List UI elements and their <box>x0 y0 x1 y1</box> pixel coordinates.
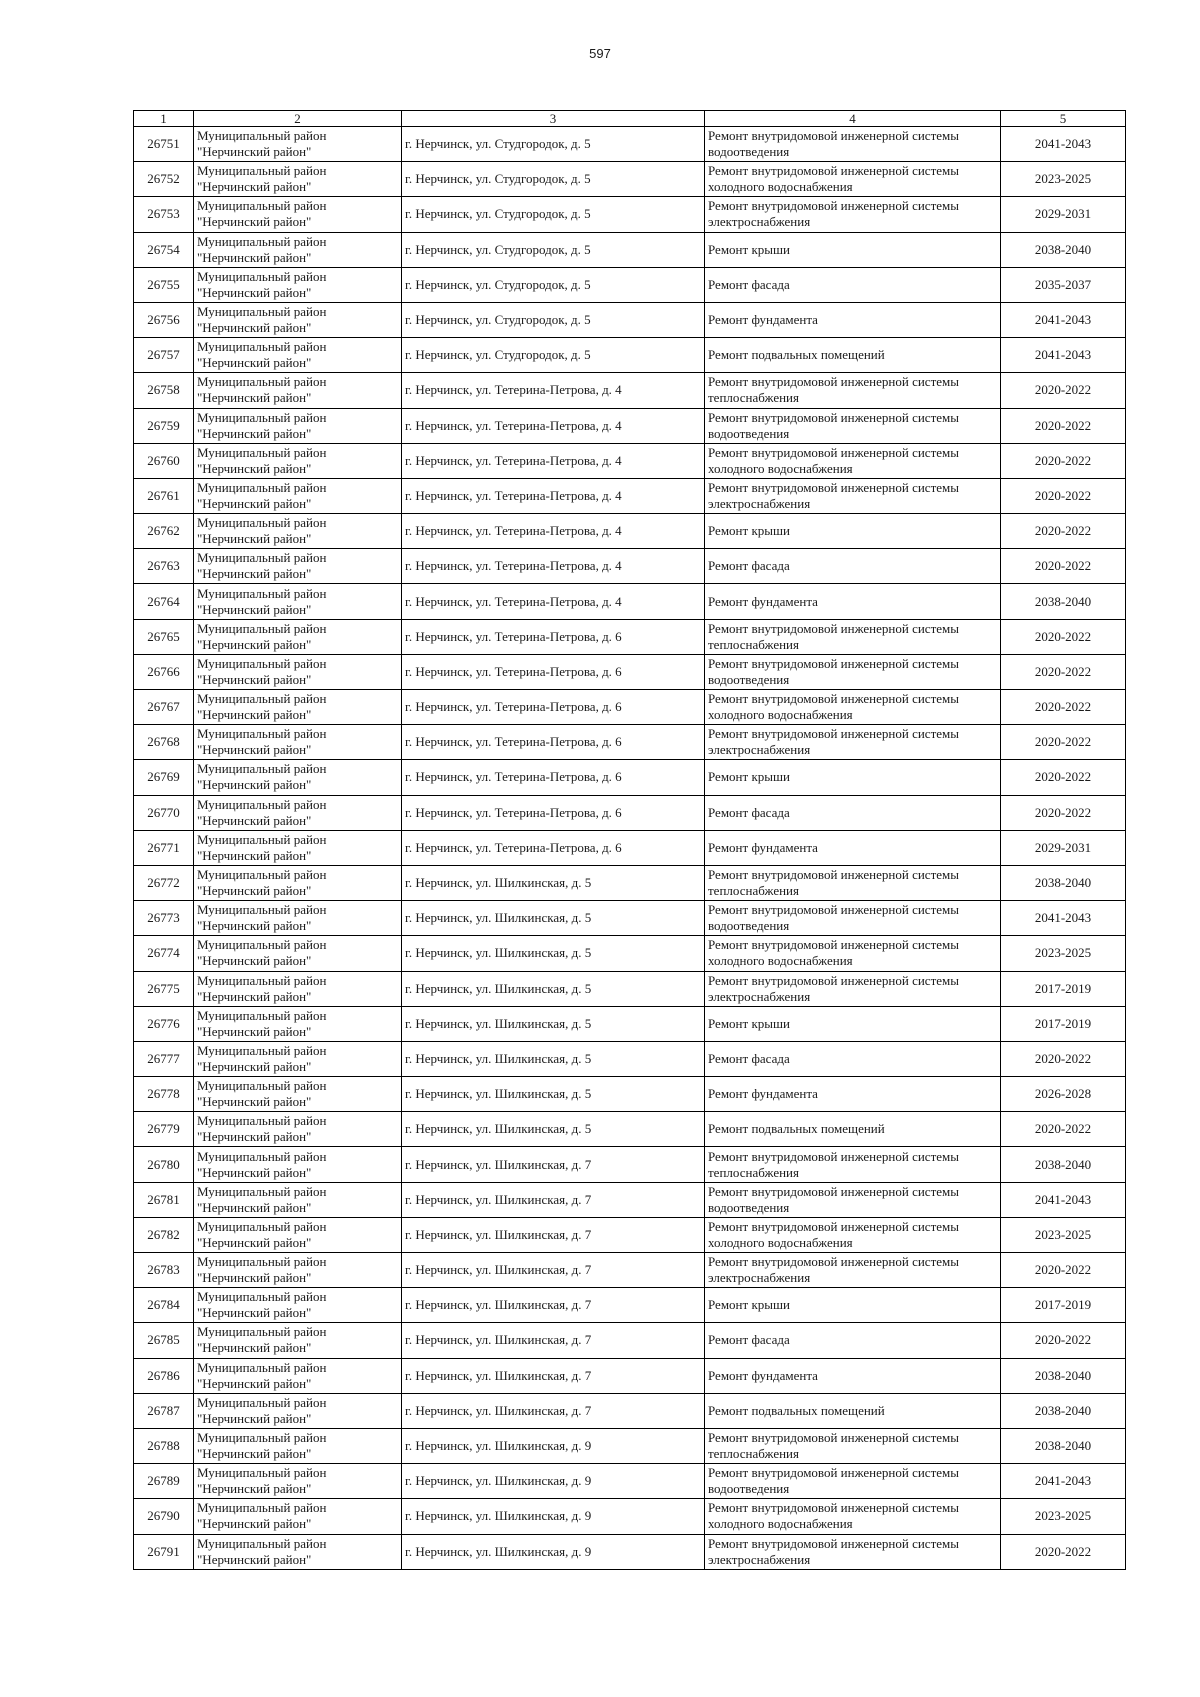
district-cell: Муниципальный район "Нерчинский район" <box>194 373 402 408</box>
table-body <box>134 127 1126 1570</box>
address-cell: г. Нерчинск, ул. Тетерина-Петрова, д. 4 <box>402 443 705 478</box>
table-row <box>134 619 1126 654</box>
table-row <box>134 232 1126 267</box>
table-row <box>134 1253 1126 1288</box>
row-number-cell: 26781 <box>134 1182 194 1217</box>
district-cell: Муниципальный район "Нерчинский район" <box>194 1499 402 1534</box>
table-row <box>134 1464 1126 1499</box>
period-cell: 2020-2022 <box>1001 373 1126 408</box>
row-number-cell: 26787 <box>134 1393 194 1428</box>
district-cell: Муниципальный район "Нерчинский район" <box>194 1428 402 1463</box>
work-type-cell: Ремонт внутридомовой инженерной системы холодного водоснабжения <box>705 162 1001 197</box>
district-cell: Муниципальный район "Нерчинский район" <box>194 1182 402 1217</box>
district-cell: Муниципальный район "Нерчинский район" <box>194 830 402 865</box>
row-number-cell: 26761 <box>134 478 194 513</box>
address-cell: г. Нерчинск, ул. Шилкинская, д. 5 <box>402 901 705 936</box>
row-number-cell: 26751 <box>134 127 194 162</box>
address-cell: г. Нерчинск, ул. Студгородок, д. 5 <box>402 232 705 267</box>
district-cell: Муниципальный район "Нерчинский район" <box>194 584 402 619</box>
address-cell: г. Нерчинск, ул. Шилкинская, д. 7 <box>402 1253 705 1288</box>
work-type-cell: Ремонт внутридомовой инженерной системы холодного водоснабжения <box>705 1217 1001 1252</box>
table-row <box>134 584 1126 619</box>
period-cell: 2041-2043 <box>1001 1464 1126 1499</box>
district-cell: Муниципальный район "Нерчинский район" <box>194 1112 402 1147</box>
district-cell: Муниципальный район "Нерчинский район" <box>194 1041 402 1076</box>
period-cell: 2020-2022 <box>1001 690 1126 725</box>
work-type-cell: Ремонт внутридомовой инженерной системы водоотведения <box>705 901 1001 936</box>
work-type-cell: Ремонт внутридомовой инженерной системы теплоснабжения <box>705 1147 1001 1182</box>
work-type-cell: Ремонт подвальных помещений <box>705 338 1001 373</box>
district-cell: Муниципальный район "Нерчинский район" <box>194 971 402 1006</box>
district-cell: Муниципальный район "Нерчинский район" <box>194 302 402 337</box>
period-cell: 2026-2028 <box>1001 1077 1126 1112</box>
district-cell: Муниципальный район "Нерчинский район" <box>194 232 402 267</box>
district-cell: Муниципальный район "Нерчинский район" <box>194 936 402 971</box>
period-cell: 2020-2022 <box>1001 725 1126 760</box>
address-cell: г. Нерчинск, ул. Шилкинская, д. 9 <box>402 1534 705 1569</box>
table-row <box>134 1006 1126 1041</box>
period-cell: 2023-2025 <box>1001 1499 1126 1534</box>
row-number-cell: 26754 <box>134 232 194 267</box>
row-number-cell: 26776 <box>134 1006 194 1041</box>
row-number-cell: 26752 <box>134 162 194 197</box>
row-number-cell: 26766 <box>134 654 194 689</box>
period-cell: 2020-2022 <box>1001 1112 1126 1147</box>
work-type-cell: Ремонт внутридомовой инженерной системы электроснабжения <box>705 478 1001 513</box>
address-cell: г. Нерчинск, ул. Шилкинская, д. 5 <box>402 1006 705 1041</box>
row-number-cell: 26753 <box>134 197 194 232</box>
row-number-cell: 26755 <box>134 267 194 302</box>
table-row <box>134 267 1126 302</box>
address-cell: г. Нерчинск, ул. Студгородок, д. 5 <box>402 302 705 337</box>
table-row <box>134 795 1126 830</box>
work-type-cell: Ремонт внутридомовой инженерной системы теплоснабжения <box>705 373 1001 408</box>
work-type-cell: Ремонт фасада <box>705 1041 1001 1076</box>
table-row <box>134 1182 1126 1217</box>
table-row <box>134 1288 1126 1323</box>
work-type-cell: Ремонт внутридомовой инженерной системы теплоснабжения <box>705 1428 1001 1463</box>
row-number-cell: 26777 <box>134 1041 194 1076</box>
district-cell: Муниципальный район "Нерчинский район" <box>194 654 402 689</box>
period-cell: 2038-2040 <box>1001 1428 1126 1463</box>
table-row <box>134 302 1126 337</box>
table-row <box>134 514 1126 549</box>
address-cell: г. Нерчинск, ул. Тетерина-Петрова, д. 6 <box>402 725 705 760</box>
work-type-cell: Ремонт внутридомовой инженерной системы холодного водоснабжения <box>705 443 1001 478</box>
address-cell: г. Нерчинск, ул. Шилкинская, д. 7 <box>402 1147 705 1182</box>
period-cell: 2020-2022 <box>1001 619 1126 654</box>
row-number-cell: 26756 <box>134 302 194 337</box>
work-type-cell: Ремонт крыши <box>705 1006 1001 1041</box>
district-cell: Муниципальный район "Нерчинский район" <box>194 1006 402 1041</box>
work-type-cell: Ремонт внутридомовой инженерной системы водоотведения <box>705 127 1001 162</box>
work-type-cell: Ремонт фундамента <box>705 1358 1001 1393</box>
address-cell: г. Нерчинск, ул. Тетерина-Петрова, д. 4 <box>402 514 705 549</box>
repair-schedule-table <box>133 110 1126 1570</box>
district-cell: Муниципальный район "Нерчинский район" <box>194 1464 402 1499</box>
work-type-cell: Ремонт внутридомовой инженерной системы электроснабжения <box>705 1534 1001 1569</box>
work-type-cell: Ремонт фасада <box>705 267 1001 302</box>
work-type-cell: Ремонт фасада <box>705 795 1001 830</box>
work-type-cell: Ремонт подвальных помещений <box>705 1393 1001 1428</box>
table-row <box>134 936 1126 971</box>
period-cell: 2041-2043 <box>1001 127 1126 162</box>
district-cell: Муниципальный район "Нерчинский район" <box>194 162 402 197</box>
address-cell: г. Нерчинск, ул. Шилкинская, д. 7 <box>402 1182 705 1217</box>
period-cell: 2041-2043 <box>1001 302 1126 337</box>
period-cell: 2020-2022 <box>1001 1253 1126 1288</box>
table-row <box>134 1147 1126 1182</box>
table-row <box>134 690 1126 725</box>
table-row <box>134 1358 1126 1393</box>
work-type-cell: Ремонт внутридомовой инженерной системы электроснабжения <box>705 971 1001 1006</box>
period-cell: 2020-2022 <box>1001 654 1126 689</box>
column-header-3: 3 <box>402 111 705 127</box>
period-cell: 2038-2040 <box>1001 1393 1126 1428</box>
row-number-cell: 26785 <box>134 1323 194 1358</box>
period-cell: 2041-2043 <box>1001 901 1126 936</box>
work-type-cell: Ремонт внутридомовой инженерной системы электроснабжения <box>705 197 1001 232</box>
address-cell: г. Нерчинск, ул. Тетерина-Петрова, д. 6 <box>402 760 705 795</box>
district-cell: Муниципальный район "Нерчинский район" <box>194 1147 402 1182</box>
row-number-cell: 26782 <box>134 1217 194 1252</box>
period-cell: 2029-2031 <box>1001 197 1126 232</box>
district-cell: Муниципальный район "Нерчинский район" <box>194 514 402 549</box>
row-number-cell: 26771 <box>134 830 194 865</box>
row-number-cell: 26758 <box>134 373 194 408</box>
row-number-cell: 26773 <box>134 901 194 936</box>
table-row <box>134 654 1126 689</box>
address-cell: г. Нерчинск, ул. Студгородок, д. 5 <box>402 127 705 162</box>
work-type-cell: Ремонт внутридомовой инженерной системы холодного водоснабжения <box>705 1499 1001 1534</box>
table-row <box>134 162 1126 197</box>
row-number-cell: 26759 <box>134 408 194 443</box>
period-cell: 2038-2040 <box>1001 865 1126 900</box>
district-cell: Муниципальный район "Нерчинский район" <box>194 1077 402 1112</box>
address-cell: г. Нерчинск, ул. Шилкинская, д. 5 <box>402 971 705 1006</box>
period-cell: 2020-2022 <box>1001 760 1126 795</box>
address-cell: г. Нерчинск, ул. Шилкинская, д. 7 <box>402 1288 705 1323</box>
period-cell: 2023-2025 <box>1001 162 1126 197</box>
row-number-cell: 26762 <box>134 514 194 549</box>
period-cell: 2035-2037 <box>1001 267 1126 302</box>
work-type-cell: Ремонт крыши <box>705 514 1001 549</box>
work-type-cell: Ремонт фундамента <box>705 584 1001 619</box>
table-row <box>134 971 1126 1006</box>
work-type-cell: Ремонт внутридомовой инженерной системы теплоснабжения <box>705 619 1001 654</box>
period-cell: 2038-2040 <box>1001 584 1126 619</box>
district-cell: Муниципальный район "Нерчинский район" <box>194 725 402 760</box>
table-row <box>134 1217 1126 1252</box>
row-number-cell: 26791 <box>134 1534 194 1569</box>
work-type-cell: Ремонт внутридомовой инженерной системы водоотведения <box>705 1182 1001 1217</box>
table-row <box>134 760 1126 795</box>
table-row <box>134 478 1126 513</box>
period-cell: 2041-2043 <box>1001 1182 1126 1217</box>
district-cell: Муниципальный район "Нерчинский район" <box>194 127 402 162</box>
district-cell: Муниципальный район "Нерчинский район" <box>194 619 402 654</box>
district-cell: Муниципальный район "Нерчинский район" <box>194 478 402 513</box>
row-number-cell: 26790 <box>134 1499 194 1534</box>
row-number-cell: 26789 <box>134 1464 194 1499</box>
work-type-cell: Ремонт крыши <box>705 760 1001 795</box>
row-number-cell: 26768 <box>134 725 194 760</box>
period-cell: 2020-2022 <box>1001 549 1126 584</box>
address-cell: г. Нерчинск, ул. Студгородок, д. 5 <box>402 162 705 197</box>
work-type-cell: Ремонт фундамента <box>705 302 1001 337</box>
period-cell: 2020-2022 <box>1001 1323 1126 1358</box>
address-cell: г. Нерчинск, ул. Тетерина-Петрова, д. 6 <box>402 830 705 865</box>
district-cell: Муниципальный район "Нерчинский район" <box>194 901 402 936</box>
work-type-cell: Ремонт внутридомовой инженерной системы электроснабжения <box>705 1253 1001 1288</box>
address-cell: г. Нерчинск, ул. Шилкинская, д. 5 <box>402 1077 705 1112</box>
table-row <box>134 1499 1126 1534</box>
district-cell: Муниципальный район "Нерчинский район" <box>194 760 402 795</box>
column-header-4: 4 <box>705 111 1001 127</box>
row-number-cell: 26760 <box>134 443 194 478</box>
address-cell: г. Нерчинск, ул. Студгородок, д. 5 <box>402 338 705 373</box>
period-cell: 2038-2040 <box>1001 1147 1126 1182</box>
district-cell: Муниципальный район "Нерчинский район" <box>194 267 402 302</box>
table-row <box>134 408 1126 443</box>
work-type-cell: Ремонт фундамента <box>705 1077 1001 1112</box>
table-row <box>134 1428 1126 1463</box>
work-type-cell: Ремонт фасада <box>705 1323 1001 1358</box>
header-row <box>134 111 1126 127</box>
period-cell: 2038-2040 <box>1001 232 1126 267</box>
address-cell: г. Нерчинск, ул. Шилкинская, д. 7 <box>402 1358 705 1393</box>
table-row <box>134 725 1126 760</box>
row-number-cell: 26784 <box>134 1288 194 1323</box>
address-cell: г. Нерчинск, ул. Тетерина-Петрова, д. 4 <box>402 373 705 408</box>
work-type-cell: Ремонт внутридомовой инженерной системы электроснабжения <box>705 725 1001 760</box>
period-cell: 2020-2022 <box>1001 478 1126 513</box>
address-cell: г. Нерчинск, ул. Тетерина-Петрова, д. 6 <box>402 654 705 689</box>
address-cell: г. Нерчинск, ул. Шилкинская, д. 5 <box>402 1041 705 1076</box>
period-cell: 2020-2022 <box>1001 1041 1126 1076</box>
row-number-cell: 26757 <box>134 338 194 373</box>
table-row <box>134 1323 1126 1358</box>
work-type-cell: Ремонт фасада <box>705 549 1001 584</box>
table-row <box>134 338 1126 373</box>
work-type-cell: Ремонт внутридомовой инженерной системы водоотведения <box>705 654 1001 689</box>
period-cell: 2020-2022 <box>1001 514 1126 549</box>
table-row <box>134 373 1126 408</box>
row-number-cell: 26783 <box>134 1253 194 1288</box>
table-row <box>134 197 1126 232</box>
row-number-cell: 26772 <box>134 865 194 900</box>
period-cell: 2017-2019 <box>1001 971 1126 1006</box>
work-type-cell: Ремонт крыши <box>705 232 1001 267</box>
address-cell: г. Нерчинск, ул. Шилкинская, д. 9 <box>402 1499 705 1534</box>
table-row <box>134 549 1126 584</box>
address-cell: г. Нерчинск, ул. Тетерина-Петрова, д. 4 <box>402 584 705 619</box>
period-cell: 2017-2019 <box>1001 1006 1126 1041</box>
district-cell: Муниципальный район "Нерчинский район" <box>194 1217 402 1252</box>
address-cell: г. Нерчинск, ул. Шилкинская, д. 7 <box>402 1393 705 1428</box>
district-cell: Муниципальный район "Нерчинский район" <box>194 1323 402 1358</box>
period-cell: 2023-2025 <box>1001 1217 1126 1252</box>
district-cell: Муниципальный район "Нерчинский район" <box>194 1393 402 1428</box>
table-row <box>134 1534 1126 1569</box>
row-number-cell: 26778 <box>134 1077 194 1112</box>
address-cell: г. Нерчинск, ул. Студгородок, д. 5 <box>402 197 705 232</box>
address-cell: г. Нерчинск, ул. Шилкинская, д. 5 <box>402 936 705 971</box>
work-type-cell: Ремонт подвальных помещений <box>705 1112 1001 1147</box>
row-number-cell: 26779 <box>134 1112 194 1147</box>
district-cell: Муниципальный район "Нерчинский район" <box>194 690 402 725</box>
row-number-cell: 26775 <box>134 971 194 1006</box>
table-row <box>134 443 1126 478</box>
row-number-cell: 26786 <box>134 1358 194 1393</box>
address-cell: г. Нерчинск, ул. Шилкинская, д. 5 <box>402 1112 705 1147</box>
address-cell: г. Нерчинск, ул. Тетерина-Петрова, д. 6 <box>402 619 705 654</box>
period-cell: 2020-2022 <box>1001 443 1126 478</box>
work-type-cell: Ремонт фундамента <box>705 830 1001 865</box>
table-row <box>134 1393 1126 1428</box>
period-cell: 2017-2019 <box>1001 1288 1126 1323</box>
address-cell: г. Нерчинск, ул. Тетерина-Петрова, д. 4 <box>402 408 705 443</box>
period-cell: 2023-2025 <box>1001 936 1126 971</box>
district-cell: Муниципальный район "Нерчинский район" <box>194 1288 402 1323</box>
period-cell: 2020-2022 <box>1001 408 1126 443</box>
address-cell: г. Нерчинск, ул. Тетерина-Петрова, д. 4 <box>402 478 705 513</box>
district-cell: Муниципальный район "Нерчинский район" <box>194 549 402 584</box>
address-cell: г. Нерчинск, ул. Студгородок, д. 5 <box>402 267 705 302</box>
row-number-cell: 26774 <box>134 936 194 971</box>
district-cell: Муниципальный район "Нерчинский район" <box>194 443 402 478</box>
address-cell: г. Нерчинск, ул. Шилкинская, д. 7 <box>402 1323 705 1358</box>
row-number-cell: 26788 <box>134 1428 194 1463</box>
column-header-5: 5 <box>1001 111 1126 127</box>
address-cell: г. Нерчинск, ул. Шилкинская, д. 9 <box>402 1428 705 1463</box>
district-cell: Муниципальный район "Нерчинский район" <box>194 865 402 900</box>
work-type-cell: Ремонт внутридомовой инженерной системы холодного водоснабжения <box>705 936 1001 971</box>
row-number-cell: 26770 <box>134 795 194 830</box>
table-row <box>134 830 1126 865</box>
district-cell: Муниципальный район "Нерчинский район" <box>194 408 402 443</box>
period-cell: 2029-2031 <box>1001 830 1126 865</box>
district-cell: Муниципальный район "Нерчинский район" <box>194 1358 402 1393</box>
work-type-cell: Ремонт внутридомовой инженерной системы холодного водоснабжения <box>705 690 1001 725</box>
period-cell: 2020-2022 <box>1001 1534 1126 1569</box>
page-number: 597 <box>589 46 611 61</box>
district-cell: Муниципальный район "Нерчинский район" <box>194 1253 402 1288</box>
address-cell: г. Нерчинск, ул. Тетерина-Петрова, д. 6 <box>402 795 705 830</box>
table-row <box>134 865 1126 900</box>
table-row <box>134 1112 1126 1147</box>
work-type-cell: Ремонт внутридомовой инженерной системы водоотведения <box>705 408 1001 443</box>
table-row <box>134 901 1126 936</box>
table-row <box>134 127 1126 162</box>
address-cell: г. Нерчинск, ул. Шилкинская, д. 7 <box>402 1217 705 1252</box>
table-row <box>134 1077 1126 1112</box>
period-cell: 2020-2022 <box>1001 795 1126 830</box>
address-cell: г. Нерчинск, ул. Шилкинская, д. 5 <box>402 865 705 900</box>
column-header-2: 2 <box>194 111 402 127</box>
row-number-cell: 26780 <box>134 1147 194 1182</box>
district-cell: Муниципальный район "Нерчинский район" <box>194 197 402 232</box>
period-cell: 2038-2040 <box>1001 1358 1126 1393</box>
district-cell: Муниципальный район "Нерчинский район" <box>194 1534 402 1569</box>
district-cell: Муниципальный район "Нерчинский район" <box>194 338 402 373</box>
row-number-cell: 26765 <box>134 619 194 654</box>
work-type-cell: Ремонт внутридомовой инженерной системы теплоснабжения <box>705 865 1001 900</box>
row-number-cell: 26764 <box>134 584 194 619</box>
work-type-cell: Ремонт внутридомовой инженерной системы водоотведения <box>705 1464 1001 1499</box>
row-number-cell: 26763 <box>134 549 194 584</box>
column-header-1: 1 <box>134 111 194 127</box>
row-number-cell: 26767 <box>134 690 194 725</box>
address-cell: г. Нерчинск, ул. Тетерина-Петрова, д. 6 <box>402 690 705 725</box>
address-cell: г. Нерчинск, ул. Тетерина-Петрова, д. 4 <box>402 549 705 584</box>
table-row <box>134 1041 1126 1076</box>
row-number-cell: 26769 <box>134 760 194 795</box>
period-cell: 2041-2043 <box>1001 338 1126 373</box>
work-type-cell: Ремонт крыши <box>705 1288 1001 1323</box>
address-cell: г. Нерчинск, ул. Шилкинская, д. 9 <box>402 1464 705 1499</box>
district-cell: Муниципальный район "Нерчинский район" <box>194 795 402 830</box>
